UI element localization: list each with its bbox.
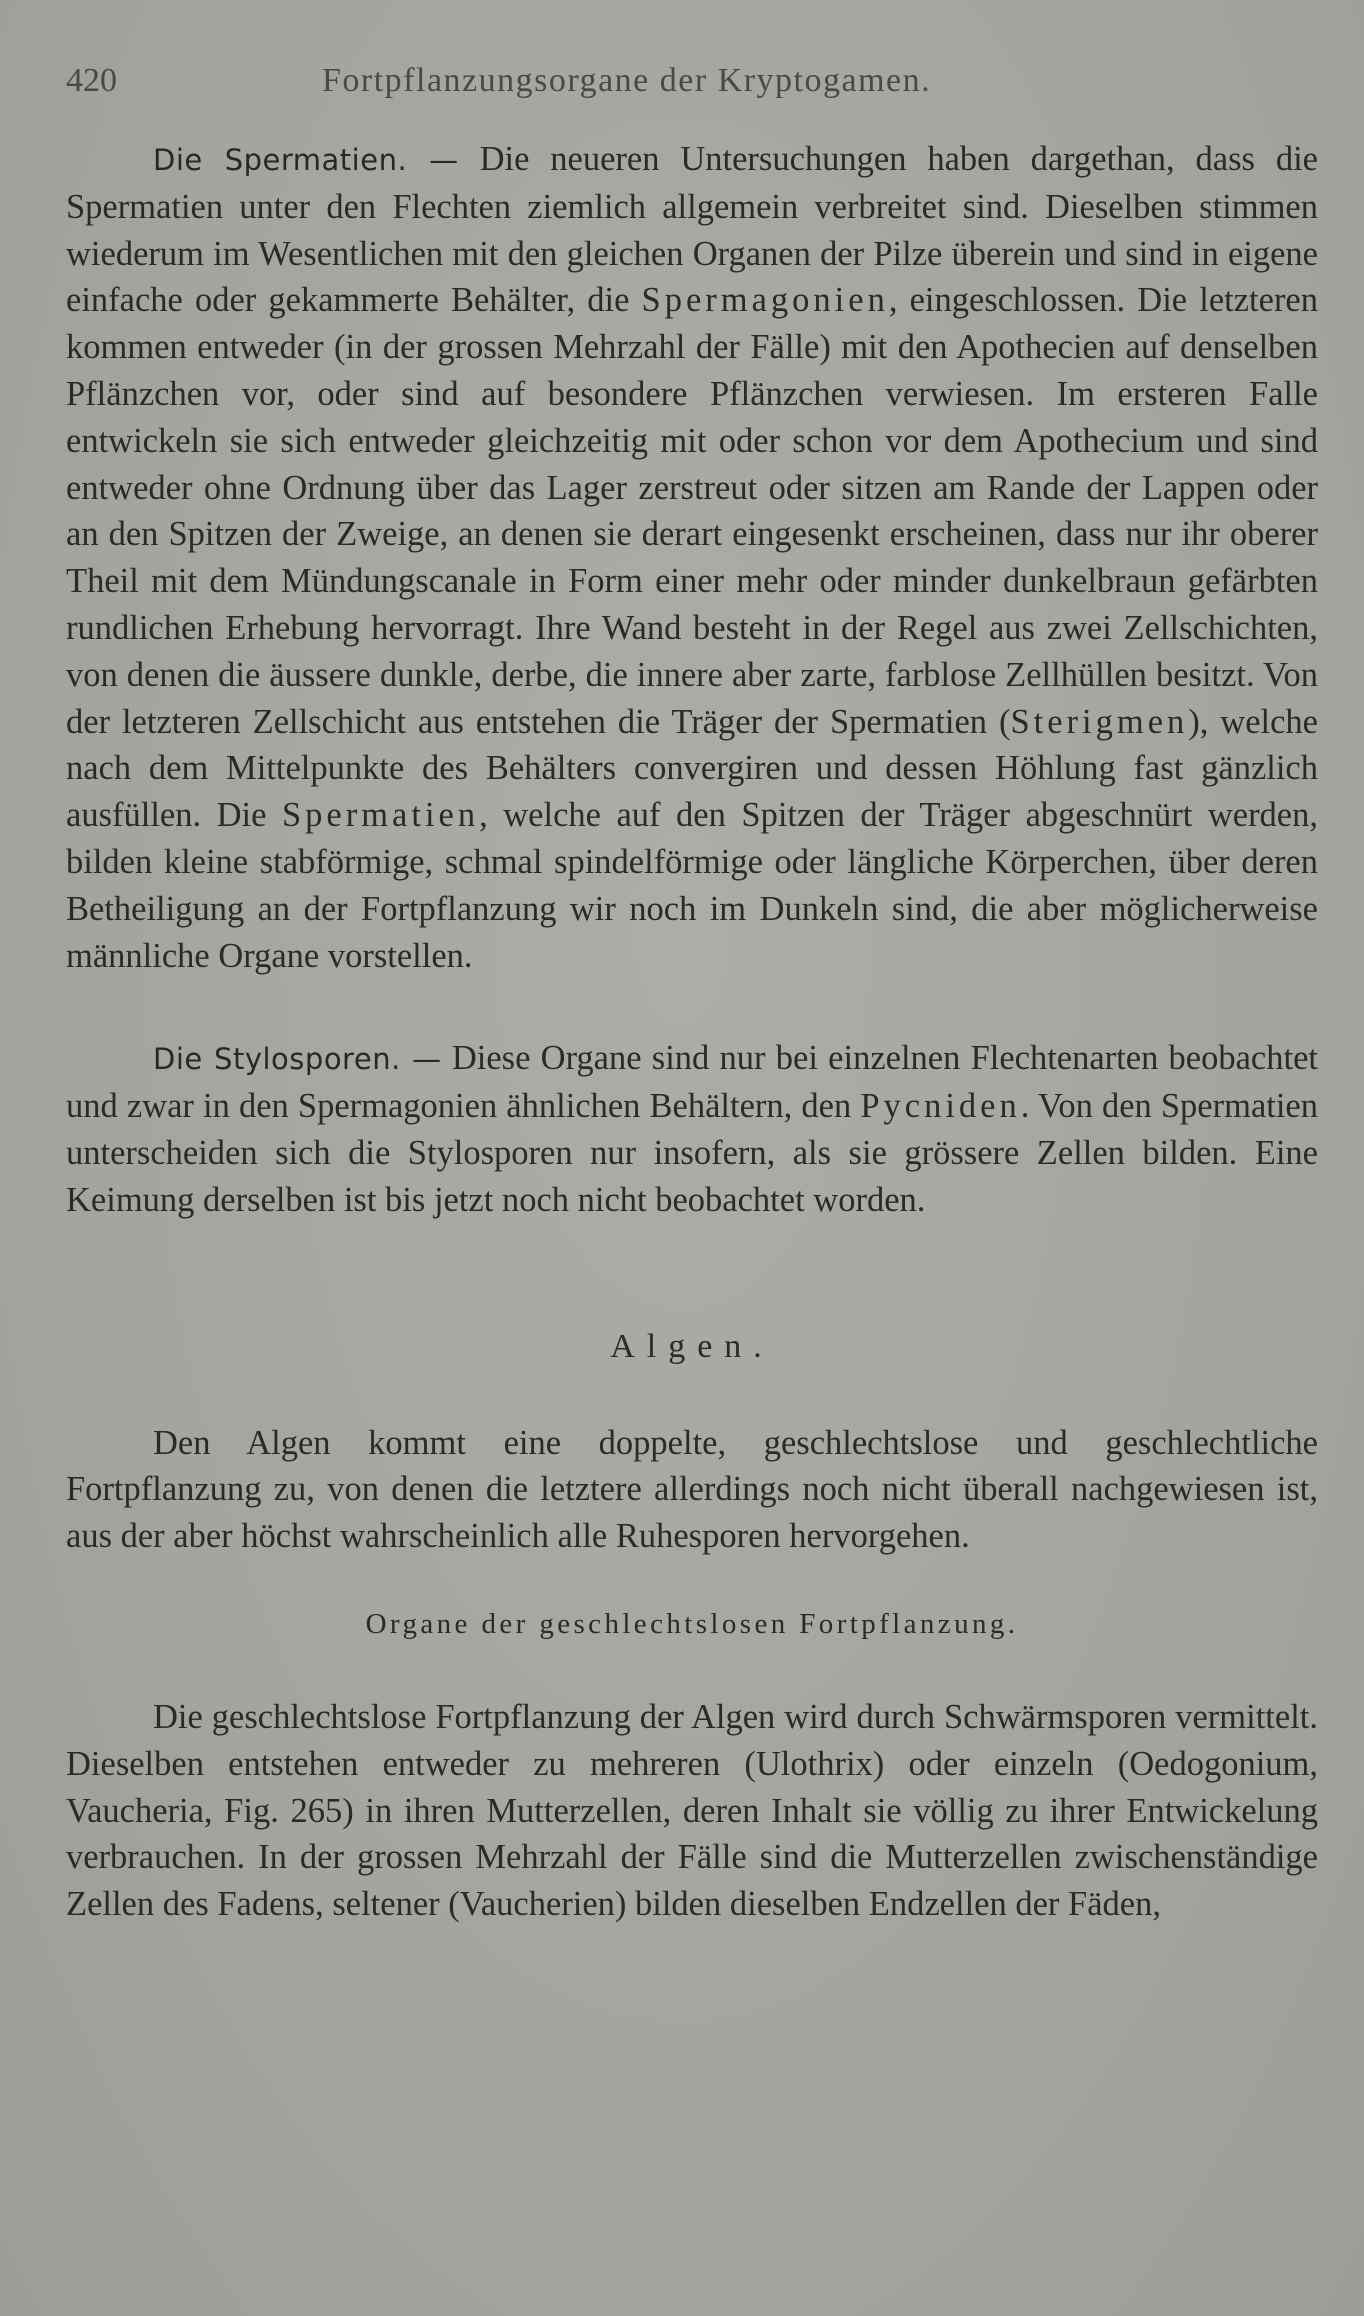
paragraph-stylosporen [66,1035,1318,1223]
page-number: 420 [66,62,117,99]
stylosporen-text-1: Diese Organe sind nur bei einzelnen Flechtenarten beobachtet und zwar in den Spermagonien ähnlichen Behältern, den [66,1039,1318,1126]
paragraph-algen-intro: Den Algen kommt eine doppelte, geschlechtslose und geschlechtliche Fortpflanzung zu, von denen die letztere allerdings noch nicht überall nachgewiesen ist, aus der aber höchst wahrscheinlich alle Ruhesporen hervorgehen. [66,1423,1318,1556]
spermatien-text-4: , welche auf den Spitzen der Träger abgeschnürt werden, bilden kleine stabförmige, schmal spindelförmige oder längliche Körperchen, über deren Betheiligung an der Fortpflanzung wir noch im Dunkeln sind, die aber möglicherweise männliche Organe vorstellen. [66,796,1318,975]
running-title: Fortpflanzungsorgane der Kryptogamen. [322,62,932,99]
running-head [66,62,1318,118]
section-title-algen: Algen. [610,1327,774,1365]
heading-stylosporen: Die Stylosporen. — [153,1042,442,1077]
subsection-title: Organe der geschlechtslosen Fortpflanzung. [365,1607,1019,1640]
spermatien-text-3: ), welche nach dem Mittelpunkte des Behälters convergiren und dessen Höhlung fast gänzlich ausfüllen. Die [66,702,1318,835]
heading-spermatien: Die Spermatien. — [153,143,459,177]
paragraph-geschlechtslose-fortpflanzung: Die geschlechtslose Fortpflanzung der Algen wird durch Schwärmsporen vermittelt. Dieselben entstehen entweder zu mehreren (Ulothrix) oder einzeln (Oedogonium, Vaucheria, Fig. 265) in ihren Mutterzellen, deren Inhalt sie völlig zu ihrer Entwickelung verbrauchen. In der grossen Mehrzahl der Fälle sind die Mutterzellen zwischenständige Zellen des Fadens, seltener (Vaucherien) bilden dieselben Endzellen der Fäden, [66,1697,1318,1924]
term-spermatien: Spermatien [281,796,480,835]
spermatien-text-1: Die neueren Untersuchungen haben dargethan, dass die Spermatien unter den Flechten ziemlich allgemein verbreitet sind. Dieselben stimmen wiederum im Wesentlichen mit den gleichen Organen der Pilze überein und sind in eigene einfache oder gekammerte Behälter, die [66,140,1318,320]
term-pycniden: Pycniden [860,1087,1021,1126]
term-spermagonien: Spermagonien [641,281,889,320]
stylosporen-text-2: . Von den Spermatien unterscheiden sich die Stylosporen nur insofern, als sie grössere Zellen bilden. Eine Keimung derselben ist bis jetzt noch nicht beobachtet worden. [66,1087,1318,1219]
paragraph-spermatien [66,136,1318,979]
spermatien-text-2: , eingeschlossen. Die letzteren kommen entweder (in der grossen Mehrzahl der Fälle) mit den Apothecien auf denselben Pflänzchen vor, oder sind auf besondere Pflänzchen verwiesen. Im ersteren Falle entwickeln sie sich entweder gleichzeitig mit oder schon vor dem Apothecium und sind entweder ohne Ordnung über das Lager zerstreut oder sitzen am Rande der Lappen oder an den Spitzen der Zweige, an denen sie derart eingesenkt erscheinen, dass nur ihr oberer Theil mit dem Mündungscanale in Form einer mehr oder minder dunkelbraun gefärbten rundlichen Erhebung hervorragt. Ihre Wand besteht in der Regel aus zwei Zellschichten, von denen die äussere dunkle, derbe, die innere aber zarte, farblose Zellhüllen besitzt. Von der letzteren Zellschicht aus entstehen die Träger der Spermatien ( [66,281,1318,741]
term-sterigmen: Sterigmen [1010,702,1189,741]
